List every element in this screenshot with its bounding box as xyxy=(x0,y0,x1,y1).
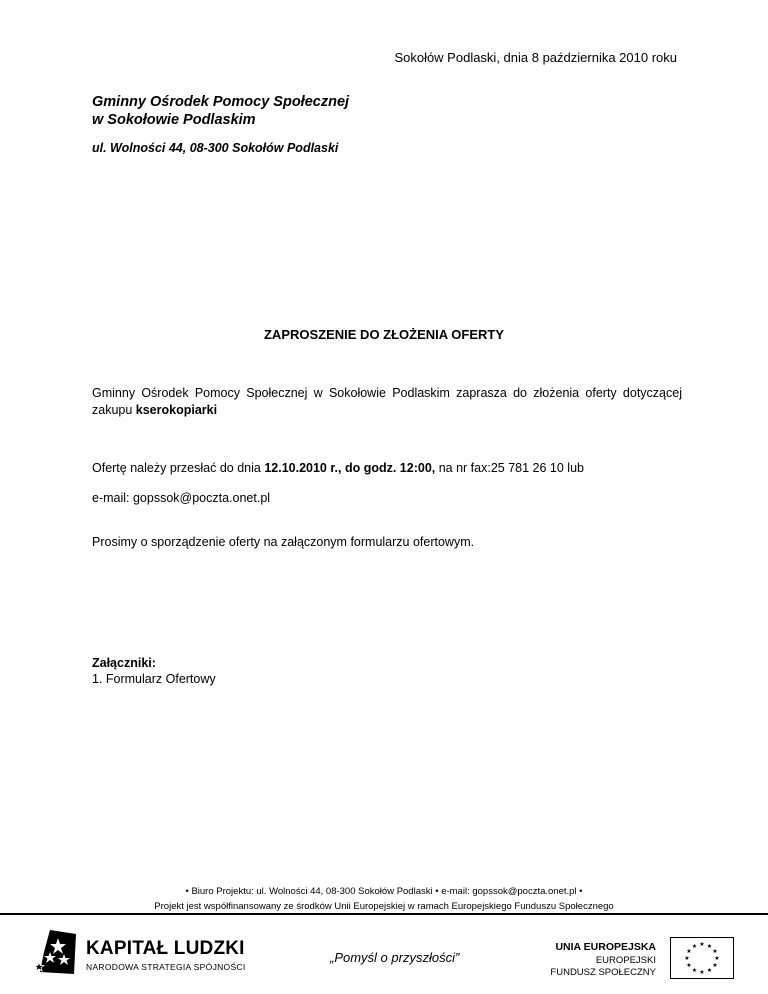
invitation-paragraph xyxy=(92,385,682,419)
svg-text:★: ★ xyxy=(712,962,718,969)
deadline-suffix: na nr fax:25 781 26 10 lub xyxy=(435,461,584,475)
eu-flag-icon xyxy=(670,937,734,979)
document-title: ZAPROSZENIE DO ZŁOŻENIA OFERTY xyxy=(263,327,505,342)
footer-funding-line: Projekt jest współfinansowany ze środków Unii Europejskiej w ramach Europejskiego Funduszu Społecznego xyxy=(154,901,614,912)
svg-text:★: ★ xyxy=(691,943,698,950)
invitation-subject: kserokopiarki xyxy=(135,403,218,417)
svg-text:★: ★ xyxy=(706,967,713,974)
svg-text:★: ★ xyxy=(686,962,692,969)
eu-label-line1: UNIA EUROPEJSKA xyxy=(555,941,656,953)
svg-text:★: ★ xyxy=(684,955,690,962)
deadline-date: 12.10.2010 r., do godz. 12:00, xyxy=(264,461,436,475)
invitation-text: Gminny Ośrodek Pomocy Społecznej w Sokołowie Podlaskim zaprasza do złożenia oferty dotyczącej zakupu xyxy=(92,386,682,417)
svg-text:★: ★ xyxy=(686,948,692,955)
svg-text:★: ★ xyxy=(699,969,705,976)
organization-name xyxy=(92,93,349,129)
kapital-ludzki-subtitle: NARODOWA STRATEGIA SPÓJNOŚCI xyxy=(86,962,246,972)
eu-label-line2: EUROPEJSKI xyxy=(595,955,656,966)
attachment-item: 1. Formularz Ofertowy xyxy=(92,672,216,686)
svg-text:★: ★ xyxy=(691,967,698,974)
form-request-paragraph: Prosimy o sporządzenie oferty na załączonym formularzu ofertowym. xyxy=(92,535,475,549)
svg-text:★: ★ xyxy=(699,941,705,948)
svg-text:★: ★ xyxy=(712,948,718,955)
organization-name-line2: w Sokołowie Podlaskim xyxy=(92,112,256,128)
footer-info xyxy=(0,884,768,914)
attachments-section xyxy=(92,655,216,687)
kapital-ludzki-logo-icon xyxy=(36,928,80,976)
eu-label-line3: FUNDUSZ SPOŁECZNY xyxy=(550,967,656,978)
document-date: Sokołów Podlaski, dnia 8 października 2010 roku xyxy=(394,50,677,65)
footer-divider xyxy=(0,913,768,915)
organization-name-line1: Gminny Ośrodek Pomocy Społecznej xyxy=(92,94,350,110)
deadline-prefix: Ofertę należy przesłać do dnia xyxy=(92,461,265,475)
organization-address: ul. Wolności 44, 08-300 Sokołów Podlaski xyxy=(92,141,339,155)
project-motto: „Pomyśl o przyszłości” xyxy=(330,950,460,965)
deadline-paragraph xyxy=(92,460,682,477)
attachments-heading: Załączniki: xyxy=(92,656,156,670)
email-paragraph: e-mail: gopssok@poczta.onet.pl xyxy=(92,491,271,505)
footer-office-line: • Biuro Projektu: ul. Wolności 44, 08-300 Sokołów Podlaski • e-mail: gopssok@poczta.onet.pl • xyxy=(185,886,583,897)
svg-text:★: ★ xyxy=(706,943,713,950)
kapital-ludzki-name: KAPITAŁ LUDZKI xyxy=(86,938,245,959)
svg-text:★: ★ xyxy=(714,955,720,962)
